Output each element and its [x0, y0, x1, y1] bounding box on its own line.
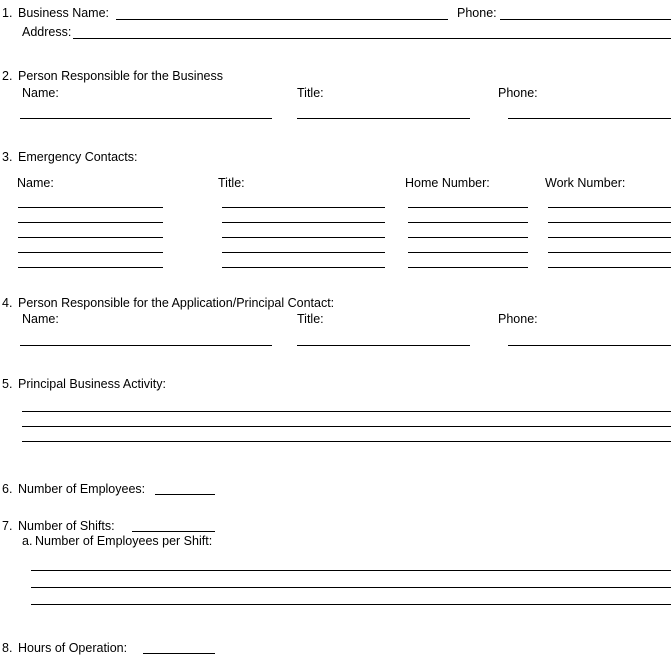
section-8-number: 8.	[2, 641, 13, 655]
section-7a-number: a.	[22, 534, 33, 548]
number-of-shifts-field[interactable]	[132, 519, 215, 532]
address-field[interactable]	[73, 38, 671, 39]
responsible-title-field[interactable]	[297, 118, 470, 119]
employees-per-shift-line[interactable]	[31, 587, 671, 588]
application-contact-phone-label: Phone:	[498, 312, 538, 326]
contact-name-field[interactable]	[18, 237, 163, 238]
section-4-heading: Person Responsible for the Application/Principal Contact:	[18, 296, 335, 310]
section-2-heading: Person Responsible for the Business	[18, 69, 223, 83]
application-contact-title-label: Title:	[297, 312, 324, 326]
principal-business-activity-line[interactable]	[22, 441, 671, 442]
contact-title-field[interactable]	[222, 222, 385, 223]
business-name-field[interactable]	[116, 19, 448, 20]
business-name-label: Business Name:	[18, 6, 110, 20]
employees-per-shift-line[interactable]	[31, 604, 671, 605]
contact-title-field[interactable]	[222, 267, 385, 268]
contacts-col-name: Name:	[17, 176, 54, 190]
contact-name-field[interactable]	[18, 222, 163, 223]
business-phone-field[interactable]	[500, 19, 671, 20]
contact-work-number-field[interactable]	[548, 207, 671, 208]
section-3-number: 3.	[2, 150, 13, 164]
responsible-phone-label: Phone:	[498, 86, 538, 100]
section-3-heading: Emergency Contacts:	[18, 150, 138, 164]
number-of-shifts-label: Number of Shifts:	[18, 519, 115, 533]
contacts-col-title: Title:	[218, 176, 245, 190]
business-phone-label: Phone:	[457, 6, 497, 20]
contact-name-field[interactable]	[18, 252, 163, 253]
responsible-name-field[interactable]	[20, 118, 272, 119]
contact-title-field[interactable]	[222, 237, 385, 238]
employees-per-shift-label: Number of Employees per Shift:	[35, 534, 213, 548]
application-contact-title-field[interactable]	[297, 345, 470, 346]
contact-name-field[interactable]	[18, 207, 163, 208]
number-of-employees-field[interactable]	[155, 482, 215, 495]
address-label: Address:	[22, 25, 72, 39]
hours-of-operation-field[interactable]	[143, 641, 215, 654]
section-5-number: 5.	[2, 377, 13, 391]
section-1-number: 1.	[2, 6, 13, 20]
contacts-col-home-number: Home Number:	[405, 176, 490, 190]
contact-work-number-field[interactable]	[548, 222, 671, 223]
employees-per-shift-line[interactable]	[31, 570, 671, 571]
application-contact-name-label: Name:	[22, 312, 59, 326]
responsible-name-label: Name:	[22, 86, 59, 100]
section-4-number: 4.	[2, 296, 13, 310]
contact-home-number-field[interactable]	[408, 267, 528, 268]
principal-business-activity-line[interactable]	[22, 411, 671, 412]
contact-title-field[interactable]	[222, 207, 385, 208]
contact-work-number-field[interactable]	[548, 237, 671, 238]
hours-of-operation-label: Hours of Operation:	[18, 641, 128, 655]
contact-name-field[interactable]	[18, 267, 163, 268]
principal-business-activity-line[interactable]	[22, 426, 671, 427]
contact-home-number-field[interactable]	[408, 207, 528, 208]
section-7-number: 7.	[2, 519, 13, 533]
contact-title-field[interactable]	[222, 252, 385, 253]
application-contact-name-field[interactable]	[20, 345, 272, 346]
contact-home-number-field[interactable]	[408, 237, 528, 238]
contact-home-number-field[interactable]	[408, 222, 528, 223]
section-5-heading: Principal Business Activity:	[18, 377, 166, 391]
number-of-employees-label: Number of Employees:	[18, 482, 146, 496]
contact-work-number-field[interactable]	[548, 252, 671, 253]
responsible-phone-field[interactable]	[508, 118, 671, 119]
application-contact-phone-field[interactable]	[508, 345, 671, 346]
contact-home-number-field[interactable]	[408, 252, 528, 253]
responsible-title-label: Title:	[297, 86, 324, 100]
contact-work-number-field[interactable]	[548, 267, 671, 268]
section-2-number: 2.	[2, 69, 13, 83]
section-6-number: 6.	[2, 482, 13, 496]
contacts-col-work-number: Work Number:	[545, 176, 626, 190]
